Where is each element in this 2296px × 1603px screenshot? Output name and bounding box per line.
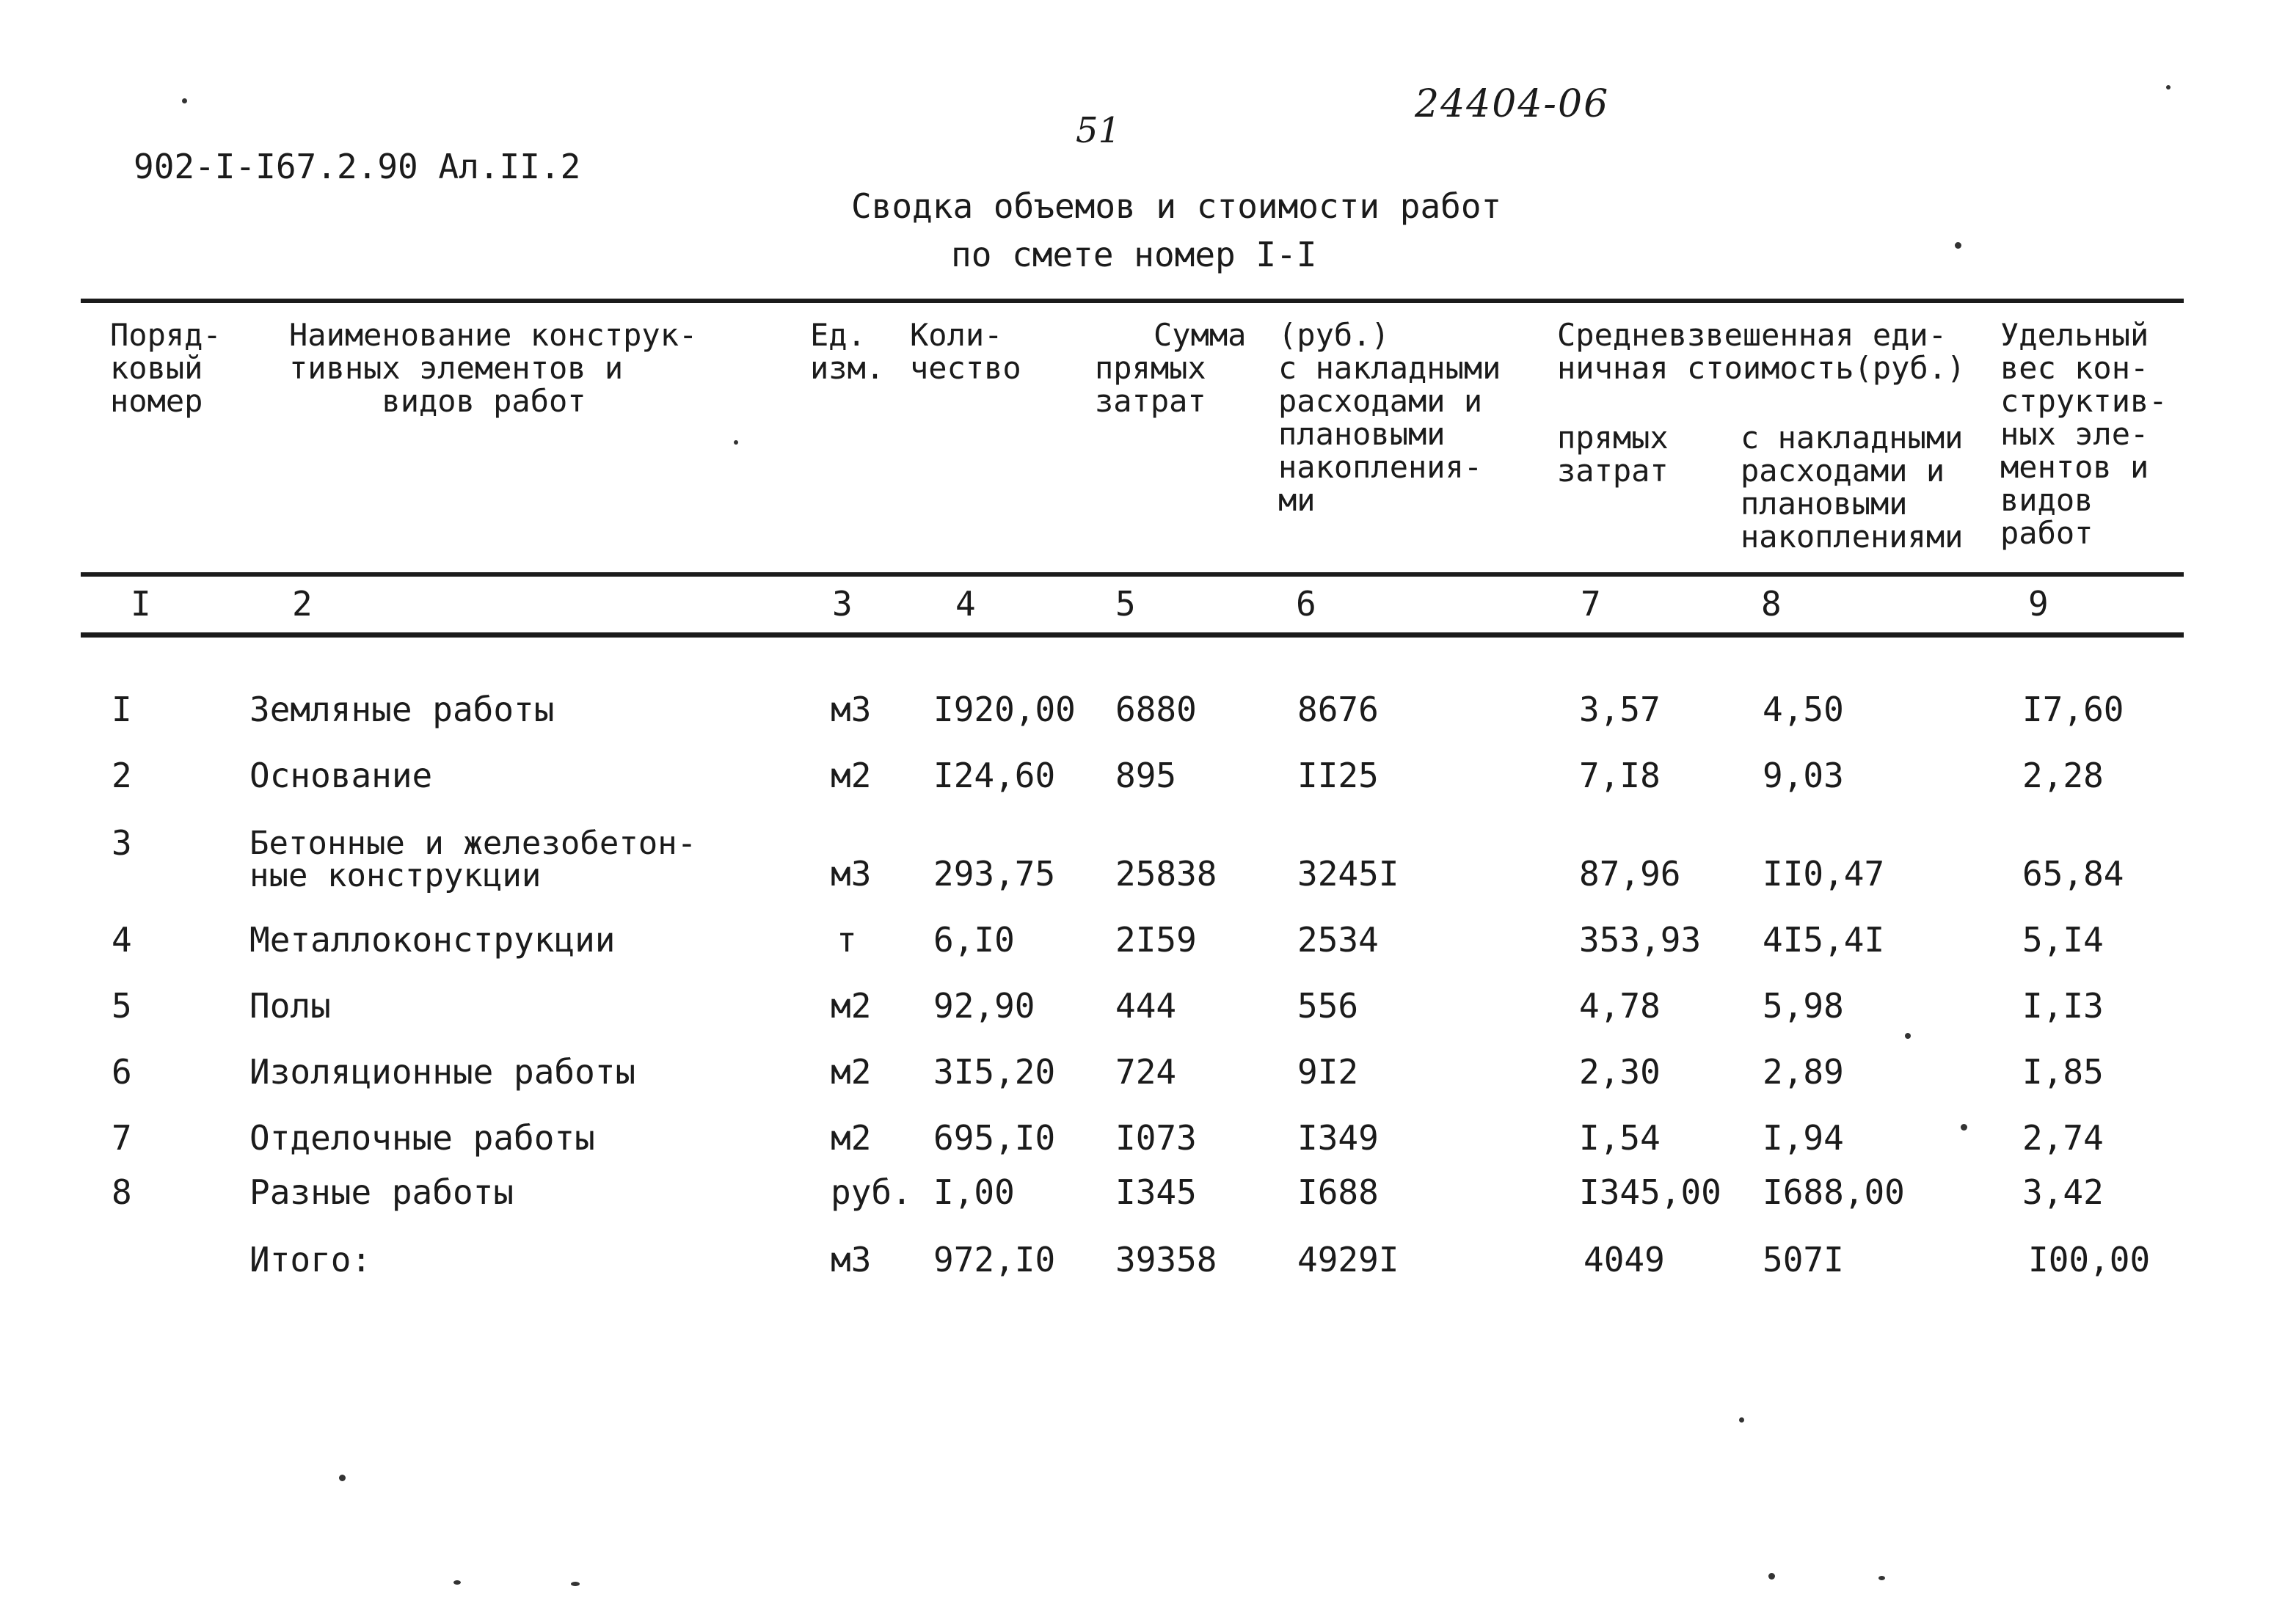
total-specific-weight: I00,00 bbox=[2028, 1240, 2151, 1279]
column-number: 8 bbox=[1761, 584, 1782, 624]
row-direct-costs: I073 bbox=[1115, 1118, 1197, 1158]
row-avg-direct: I,54 bbox=[1579, 1118, 1661, 1158]
total-avg-direct: 4049 bbox=[1583, 1240, 1665, 1279]
row-name: Бетонные и железобетон- bbox=[249, 825, 697, 862]
total-overhead-costs: 4929I bbox=[1297, 1240, 1399, 1279]
row-avg-overhead: II0,47 bbox=[1763, 854, 1885, 894]
header-direct-costs: прямых затрат bbox=[1095, 350, 1206, 419]
header-element-name: Наименование конструк- тивных элементов и видов работ bbox=[289, 317, 698, 419]
header-order-number: Поряд- ковый номер bbox=[110, 317, 222, 419]
row-name: Полы bbox=[249, 986, 331, 1026]
row-avg-overhead: I,94 bbox=[1763, 1118, 1844, 1158]
header-specific-weight: Удельный вес кон- структив- ных эле- ментов и видов работ bbox=[2000, 317, 2168, 551]
row-quantity: I920,00 bbox=[933, 690, 1076, 729]
header-overhead-costs: (руб.) с накладными расходами и плановыми накопления- ми bbox=[1278, 317, 1501, 518]
row-quantity: 3I5,20 bbox=[933, 1052, 1056, 1092]
row-quantity: I24,60 bbox=[933, 756, 1056, 795]
row-direct-costs: 724 bbox=[1115, 1052, 1177, 1092]
row-direct-costs: 895 bbox=[1115, 756, 1177, 795]
row-name: Металлоконструкции bbox=[249, 920, 616, 960]
column-number: 5 bbox=[1115, 584, 1136, 624]
row-overhead-costs: 556 bbox=[1297, 986, 1359, 1026]
column-number: 9 bbox=[2028, 584, 2049, 624]
row-overhead-costs: 3245I bbox=[1297, 854, 1399, 894]
row-name: Разные работы bbox=[249, 1172, 514, 1212]
row-unit: м2 bbox=[831, 986, 872, 1026]
row-number: 4 bbox=[112, 920, 132, 960]
row-specific-weight: 2,74 bbox=[2022, 1118, 2104, 1158]
row-avg-direct: 7,I8 bbox=[1579, 756, 1661, 795]
row-avg-direct: I345,00 bbox=[1579, 1172, 1721, 1212]
row-direct-costs: I345 bbox=[1115, 1172, 1197, 1212]
row-avg-direct: 4,78 bbox=[1579, 986, 1661, 1026]
table-top-rule bbox=[81, 299, 2184, 303]
row-number: 3 bbox=[112, 823, 132, 863]
row-overhead-costs: I688 bbox=[1297, 1172, 1379, 1212]
row-number: I bbox=[112, 690, 132, 729]
row-name: Отделочные работы bbox=[249, 1118, 595, 1158]
row-unit: руб. bbox=[831, 1172, 912, 1212]
header-avg-direct: прямых затрат bbox=[1557, 420, 1669, 489]
total-quantity: 972,I0 bbox=[933, 1240, 1056, 1279]
header-unit: Ед. изм. bbox=[810, 317, 885, 386]
header-avg-unit-cost: Средневзвешенная еди- ничная стоимость(руб.) bbox=[1557, 317, 1966, 386]
row-avg-overhead: 4,50 bbox=[1763, 690, 1844, 729]
row-specific-weight: 65,84 bbox=[2022, 854, 2124, 894]
row-unit: м2 bbox=[831, 1118, 872, 1158]
total-unit: м3 bbox=[831, 1240, 872, 1279]
row-quantity: 293,75 bbox=[933, 854, 1056, 894]
row-specific-weight: 5,I4 bbox=[2022, 920, 2104, 960]
row-quantity: 6,I0 bbox=[933, 920, 1015, 960]
total-avg-overhead: 507I bbox=[1763, 1240, 1844, 1279]
row-unit: т bbox=[837, 920, 857, 960]
header-avg-overhead: с накладными расходами и плановыми накоплениями bbox=[1741, 420, 1964, 555]
row-direct-costs: 444 bbox=[1115, 986, 1177, 1026]
row-direct-costs: 6880 bbox=[1115, 690, 1197, 729]
row-overhead-costs: II25 bbox=[1297, 756, 1379, 795]
document-code: 902-I-I67.2.90 Ал.II.2 bbox=[134, 147, 581, 186]
row-specific-weight: I,I3 bbox=[2022, 986, 2104, 1026]
row-direct-costs: 25838 bbox=[1115, 854, 1217, 894]
title-line-1: Сводка объемов и стоимости работ bbox=[851, 186, 1502, 226]
row-overhead-costs: 8676 bbox=[1297, 690, 1379, 729]
row-avg-overhead: I688,00 bbox=[1763, 1172, 1905, 1212]
row-quantity: 92,90 bbox=[933, 986, 1035, 1026]
row-quantity: I,00 bbox=[933, 1172, 1015, 1212]
row-overhead-costs: 2534 bbox=[1297, 920, 1379, 960]
column-number: 6 bbox=[1296, 584, 1316, 624]
row-number: 5 bbox=[112, 986, 132, 1026]
row-specific-weight: 3,42 bbox=[2022, 1172, 2104, 1212]
row-unit: м3 bbox=[831, 854, 872, 894]
header-bottom-rule bbox=[81, 572, 2184, 577]
row-number: 6 bbox=[112, 1052, 132, 1092]
row-direct-costs: 2I59 bbox=[1115, 920, 1197, 960]
row-number: 2 bbox=[112, 756, 132, 795]
row-name: Изоляционные работы bbox=[249, 1052, 636, 1092]
column-number: 4 bbox=[955, 584, 976, 624]
page-number: 51 bbox=[1076, 110, 1121, 151]
row-unit: м2 bbox=[831, 1052, 872, 1092]
header-sum-label: Сумма bbox=[1154, 317, 1247, 353]
row-quantity: 695,I0 bbox=[933, 1118, 1056, 1158]
row-unit: м3 bbox=[831, 690, 872, 729]
row-avg-direct: 3,57 bbox=[1579, 690, 1661, 729]
row-avg-direct: 87,96 bbox=[1579, 854, 1681, 894]
row-overhead-costs: I349 bbox=[1297, 1118, 1379, 1158]
row-avg-direct: 2,30 bbox=[1579, 1052, 1661, 1092]
column-number: 7 bbox=[1581, 584, 1601, 624]
column-number: 2 bbox=[292, 584, 313, 624]
row-specific-weight: I,85 bbox=[2022, 1052, 2104, 1092]
row-unit: м2 bbox=[831, 756, 872, 795]
row-specific-weight: 2,28 bbox=[2022, 756, 2104, 795]
row-name: Земляные работы bbox=[249, 690, 555, 729]
row-avg-overhead: 5,98 bbox=[1763, 986, 1844, 1026]
column-numbers-bottom-rule bbox=[81, 632, 2184, 638]
title-line-2: по смете номер I-I bbox=[951, 235, 1317, 274]
row-overhead-costs: 9I2 bbox=[1297, 1052, 1359, 1092]
row-avg-overhead: 9,03 bbox=[1763, 756, 1844, 795]
row-avg-direct: 353,93 bbox=[1579, 920, 1702, 960]
row-number: 7 bbox=[112, 1118, 132, 1158]
row-avg-overhead: 4I5,4I bbox=[1763, 920, 1885, 960]
column-number: 3 bbox=[832, 584, 853, 624]
total-label: Итого: bbox=[249, 1240, 372, 1279]
row-name: Основание bbox=[249, 756, 433, 795]
row-name-continued: ные конструкции bbox=[249, 857, 542, 894]
total-direct-costs: 39358 bbox=[1115, 1240, 1217, 1279]
row-avg-overhead: 2,89 bbox=[1763, 1052, 1844, 1092]
handwritten-number: 24404-06 bbox=[1415, 82, 1610, 126]
row-number: 8 bbox=[112, 1172, 132, 1212]
column-number: I bbox=[131, 584, 151, 624]
header-quantity: Коли- чество bbox=[910, 317, 1021, 386]
row-specific-weight: I7,60 bbox=[2022, 690, 2124, 729]
